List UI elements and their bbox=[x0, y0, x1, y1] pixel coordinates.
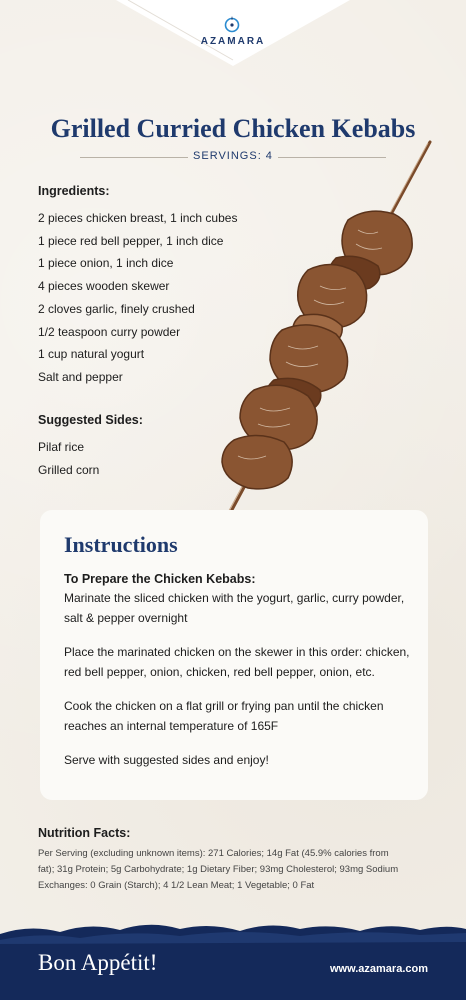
instructions-title: Instructions bbox=[64, 532, 178, 557]
recipe-title: Grilled Curried Chicken Kebabs bbox=[50, 114, 416, 143]
nutrition-line: Exchanges: 0 Grain (Starch); 4 1/2 Lean Meat; 1 Vegetable; 0 Fat bbox=[38, 880, 315, 891]
instruction-step: Marinate the sliced chicken with the yogurt, garlic, curry powder, salt & pepper overnight bbox=[64, 591, 405, 625]
instruction-step: Place the marinated chicken on the skewer in this order: chicken, red bell pepper, onion, chicken, red bell pepper, onion, etc. bbox=[64, 645, 410, 679]
ingredient-item: 1 piece red bell pepper, 1 inch dice bbox=[38, 233, 224, 248]
instructions-card bbox=[40, 510, 428, 800]
chicken-kebab-skewer-illustration bbox=[208, 140, 438, 540]
nutrition-heading: Nutrition Facts: bbox=[38, 826, 131, 840]
ingredient-item: 2 cloves garlic, finely crushed bbox=[38, 301, 195, 316]
ingredient-item: 1/2 teaspoon curry powder bbox=[38, 324, 181, 339]
side-item: Pilaf rice bbox=[38, 440, 85, 454]
instruction-step: Serve with suggested sides and enjoy! bbox=[64, 753, 269, 767]
ingredient-item: 1 cup natural yogurt bbox=[38, 347, 145, 362]
nutrition-line: Per Serving (excluding unknown items): 271 Calories; 14g Fat (45.9% calories from bbox=[38, 848, 389, 859]
ingredient-item: 1 piece onion, 1 inch dice bbox=[38, 256, 174, 271]
sign-off: Bon Appétit! bbox=[38, 950, 158, 975]
ingredient-item: Salt and pepper bbox=[38, 369, 123, 384]
nutrition-line: fat); 31g Protein; 5g Carbohydrate; 1g Dietary Fiber; 93mg Cholesterol; 93mg Sodium bbox=[38, 864, 399, 875]
instructions-subheading: To Prepare the Chicken Kebabs: bbox=[64, 572, 256, 586]
brand-name: AZAMARA bbox=[200, 36, 266, 47]
compass-star-icon bbox=[222, 14, 242, 34]
ingredient-item: 2 pieces chicken breast, 1 inch cubes bbox=[38, 211, 238, 225]
side-item: Grilled corn bbox=[38, 462, 100, 477]
sides-heading: Suggested Sides: bbox=[38, 413, 143, 427]
nutrition-section bbox=[38, 826, 438, 894]
servings-label: SERVINGS: 4 bbox=[193, 150, 273, 162]
instructions-body bbox=[64, 572, 416, 784]
ingredient-item: 4 pieces wooden skewer bbox=[38, 279, 170, 294]
ingredients-heading: Ingredients: bbox=[38, 184, 110, 198]
website-link[interactable]: www.azamara.com bbox=[329, 963, 428, 975]
instruction-step: Cook the chicken on a flat grill or frying pan until the chicken reaches an internal temperature of 165F bbox=[64, 699, 384, 733]
